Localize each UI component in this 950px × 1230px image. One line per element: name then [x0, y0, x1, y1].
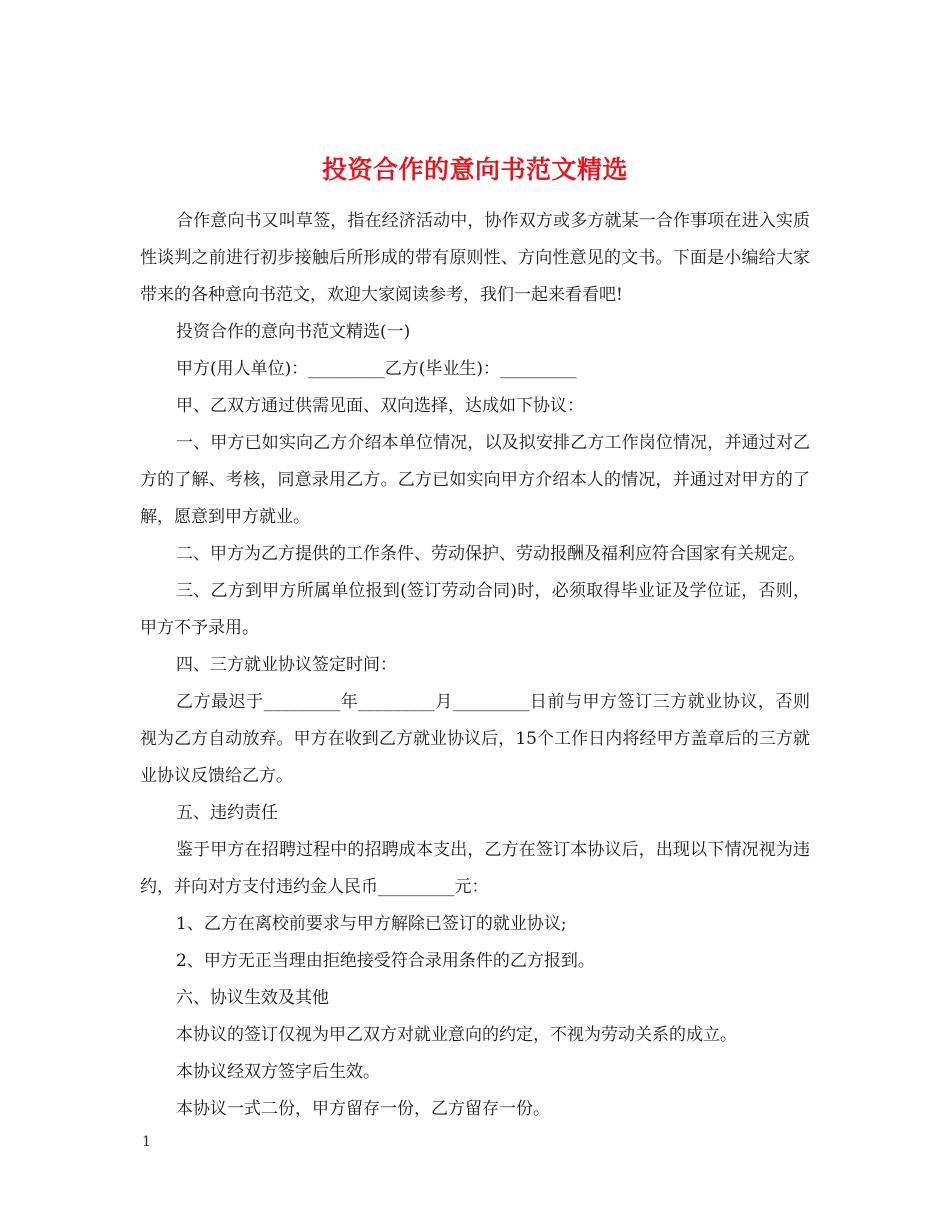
page-number: 1 — [142, 1134, 151, 1150]
paragraph-clause-4-heading: 四、三方就业协议签定时间： — [176, 655, 397, 675]
paragraph-intro: 合作意向书又叫草签，指在经济活动中，协作双方或多方就某一合作事项在进入实质性谈判之前进行初步接触后所形成的带有原则性、方向性意见的文书。下面是小编给大家带来的各种意向书范文，欢迎大家阅读参考，我们一起来看看吧! — [140, 211, 810, 305]
paragraph-agreement-intro: 甲、乙双方通过供需见面、双向选择，达成如下协议： — [176, 396, 584, 416]
paragraph-clause-6-body-1: 本协议的签订仅视为甲乙双方对就业意向的约定，不视为劳动关系的成立。 — [176, 1025, 737, 1045]
paragraph-clause-6-body-2: 本协议经双方签字后生效。 — [176, 1062, 380, 1082]
paragraph-breach-item-1: 1、乙方在离校前要求与甲方解除已签订的就业协议; — [176, 914, 567, 934]
document-body — [140, 203, 810, 1128]
paragraph-clause-3: 三、乙方到甲方所属单位报到(签订劳动合同)时，必须取得毕业证及学位证，否则，甲方不予录用。 — [140, 581, 810, 638]
paragraph-clause-6-heading: 六、协议生效及其他 — [176, 988, 329, 1008]
paragraph-clause-5-heading: 五、违约责任 — [176, 803, 278, 823]
paragraph-breach-item-2: 2、甲方无正当理由拒绝接受符合录用条件的乙方报到。 — [176, 951, 595, 971]
paragraph-clause-6-body-3: 本协议一式二份，甲方留存一份，乙方留存一份。 — [176, 1099, 550, 1119]
paragraph-clause-2: 二、甲方为乙方提供的工作条件、劳动保护、劳动报酬及福利应符合国家有关规定。 — [176, 544, 805, 564]
paragraph-parties: 甲方(用人单位)：_________乙方(毕业生)：_________ — [176, 359, 577, 379]
paragraph-clause-4-body: 乙方最迟于_________年_________月_________日前与甲方签订三方就业协议，否则视为乙方自动放弃。甲方在收到乙方就业协议后，15个工作日内将经甲方盖章后的三方就业协议反馈给乙方。 — [140, 692, 810, 786]
paragraph-section-heading: 投资合作的意向书范文精选(一) — [176, 322, 411, 342]
paragraph-clause-1: 一、甲方已如实向乙方介绍本单位情况，以及拟安排乙方工作岗位情况，并通过对乙方的了解、考核，同意录用乙方。乙方已如实向甲方介绍本人的情况，并通过对甲方的了解，愿意到甲方就业。 — [140, 433, 810, 527]
document-title: 投资合作的意向书范文精选 — [321, 154, 628, 184]
paragraph-clause-5-body: 鉴于甲方在招聘过程中的招聘成本支出，乙方在签订本协议后，出现以下情况视为违约，并向对方支付违约金人民币_________元： — [140, 840, 810, 897]
